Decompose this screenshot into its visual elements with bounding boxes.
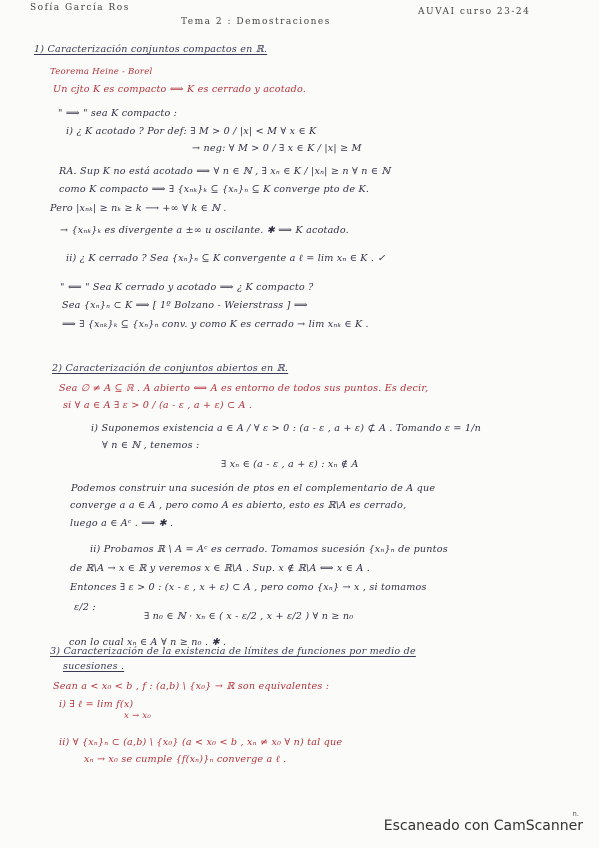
camscanner-watermark: Escaneado con CamScanner bbox=[383, 818, 583, 834]
note-line: x → x₀ bbox=[124, 711, 152, 721]
section-3-heading-cont: sucesiones . bbox=[63, 661, 125, 672]
note-line: Sea {xₙ}ₙ ⊂ K ⟹ [ 1º Bolzano - Weierstrass ] ⟹ bbox=[62, 300, 308, 311]
note-line: xₙ → x₀ se cumple {f(xₙ)}ₙ converge a ℓ . bbox=[84, 754, 287, 765]
camscanner-mark: n. bbox=[572, 810, 579, 818]
note-line: Podemos construir una sucesión de ptos en el complementario de A que bbox=[71, 483, 436, 494]
topic-title: Tema 2 : Demostraciones bbox=[181, 17, 331, 27]
note-line: i) ¿ K acotado ? Por def: ∃ M > 0 / |x| < M ∀ x ∈ K bbox=[66, 126, 317, 137]
note-line: → neg: ∀ M > 0 / ∃ x ∈ K / |x| ≥ M bbox=[192, 143, 362, 154]
course-label: AUVAI curso 23-24 bbox=[418, 7, 531, 17]
section-3-heading: 3) Caracterización de la existencia de límites de funciones por medio de bbox=[50, 646, 416, 657]
note-line: Un cjto K es compacto ⟺ K es cerrado y acotado. bbox=[53, 84, 307, 95]
note-line: Pero |xₙₖ| ≥ nₖ ≥ k ⟶ +∞ ∀ k ∈ ℕ . bbox=[50, 203, 227, 214]
note-line: de ℝ\A → x ∈ ℝ y veremos x ∈ ℝ\A . Sup. x ∉ ℝ\A ⟺ x ∈ A . bbox=[70, 563, 370, 574]
note-line: ⟹ ∃ {xₙₖ}ₖ ⊆ {xₙ}ₙ conv. y como K es cerrado → lim xₙₖ ∈ K . bbox=[62, 319, 369, 330]
note-line: RA. Sup K no está acotado ⟹ ∀ n ∈ ℕ , ∃ xₙ ∈ K / |xₙ| ≥ n ∀ n ∈ ℕ bbox=[59, 166, 391, 177]
section-2-heading: 2) Caracterización de conjuntos abiertos en ℝ. bbox=[52, 363, 289, 374]
note-line: Sea ∅ ≠ A ⊆ ℝ . A abierto ⟺ A es entorno de todos sus puntos. Es decir, bbox=[59, 383, 429, 394]
note-line: i) Suponemos existencia a ∈ A / ∀ ε > 0 : (a - ε , a + ε) ⊄ A . Tomando ε = 1/n bbox=[91, 423, 482, 434]
note-line: Sean a < x₀ < b , f : (a,b) \ {x₀} → ℝ son equivalentes : bbox=[53, 681, 330, 692]
note-line: ∀ n ∈ ℕ , tenemos : bbox=[102, 440, 200, 451]
author-name: Sofía García Ros bbox=[30, 3, 130, 13]
note-line: ∃ n₀ ∈ ℕ · xₙ ∈ ( x - ε/2 , x + ε/2 ) ∀ n ≥ n₀ bbox=[144, 611, 354, 622]
note-line: ε/2 : bbox=[74, 602, 96, 613]
note-line: → {xₙₖ}ₖ es divergente a ±∞ u oscilante. ✱ ⟹ K acotado. bbox=[60, 225, 349, 236]
note-line: converge a a ∈ A , pero como A es abierto, esto es ℝ\A es cerrado, bbox=[70, 500, 407, 511]
note-line: como K compacto ⟹ ∃ {xₙₖ}ₖ ⊆ {xₙ}ₙ ⊆ K converge pto de K. bbox=[59, 184, 370, 195]
section-1-heading: 1) Caracterización conjuntos compactos en ℝ. bbox=[34, 44, 268, 55]
note-line: Entonces ∃ ε > 0 : (x - ε , x + ε) ⊂ A , pero como {xₙ} → x , si tomamos bbox=[70, 582, 427, 593]
note-line: si ∀ a ∈ A ∃ ε > 0 / (a - ε , a + ε) ⊂ A . bbox=[63, 400, 253, 411]
note-line: ∃ xₙ ∈ (a - ε , a + ε) : xₙ ∉ A bbox=[221, 459, 359, 470]
note-line: ii) Probamos ℝ \ A = Aᶜ es cerrado. Tomamos sucesión {xₙ}ₙ de puntos bbox=[90, 544, 448, 555]
note-line: ii) ¿ K cerrado ? Sea {xₙ}ₙ ⊆ K convergente a ℓ = lim xₙ ∈ K . ✓ bbox=[66, 253, 386, 264]
note-line: i) ∃ ℓ = lim f(x) bbox=[59, 699, 134, 710]
note-line: ii) ∀ {xₙ}ₙ ⊂ (a,b) \ {x₀} (a < x₀ < b , xₙ ≠ x₀ ∀ n) tal que bbox=[59, 737, 343, 748]
note-line: " ⟹ " sea K compacto : bbox=[58, 108, 178, 119]
note-line: luego a ∈ Aᶜ . ⟹ ✱ . bbox=[70, 518, 174, 529]
note-line: " ⟸ " Sea K cerrado y acotado ⟹ ¿ K compacto ? bbox=[60, 282, 314, 293]
note-line: Teorema Heine - Borel bbox=[50, 67, 153, 77]
note-line: con lo cual xₙ ∈ A ∀ n ≥ n₀ . ✱ . bbox=[69, 637, 227, 648]
